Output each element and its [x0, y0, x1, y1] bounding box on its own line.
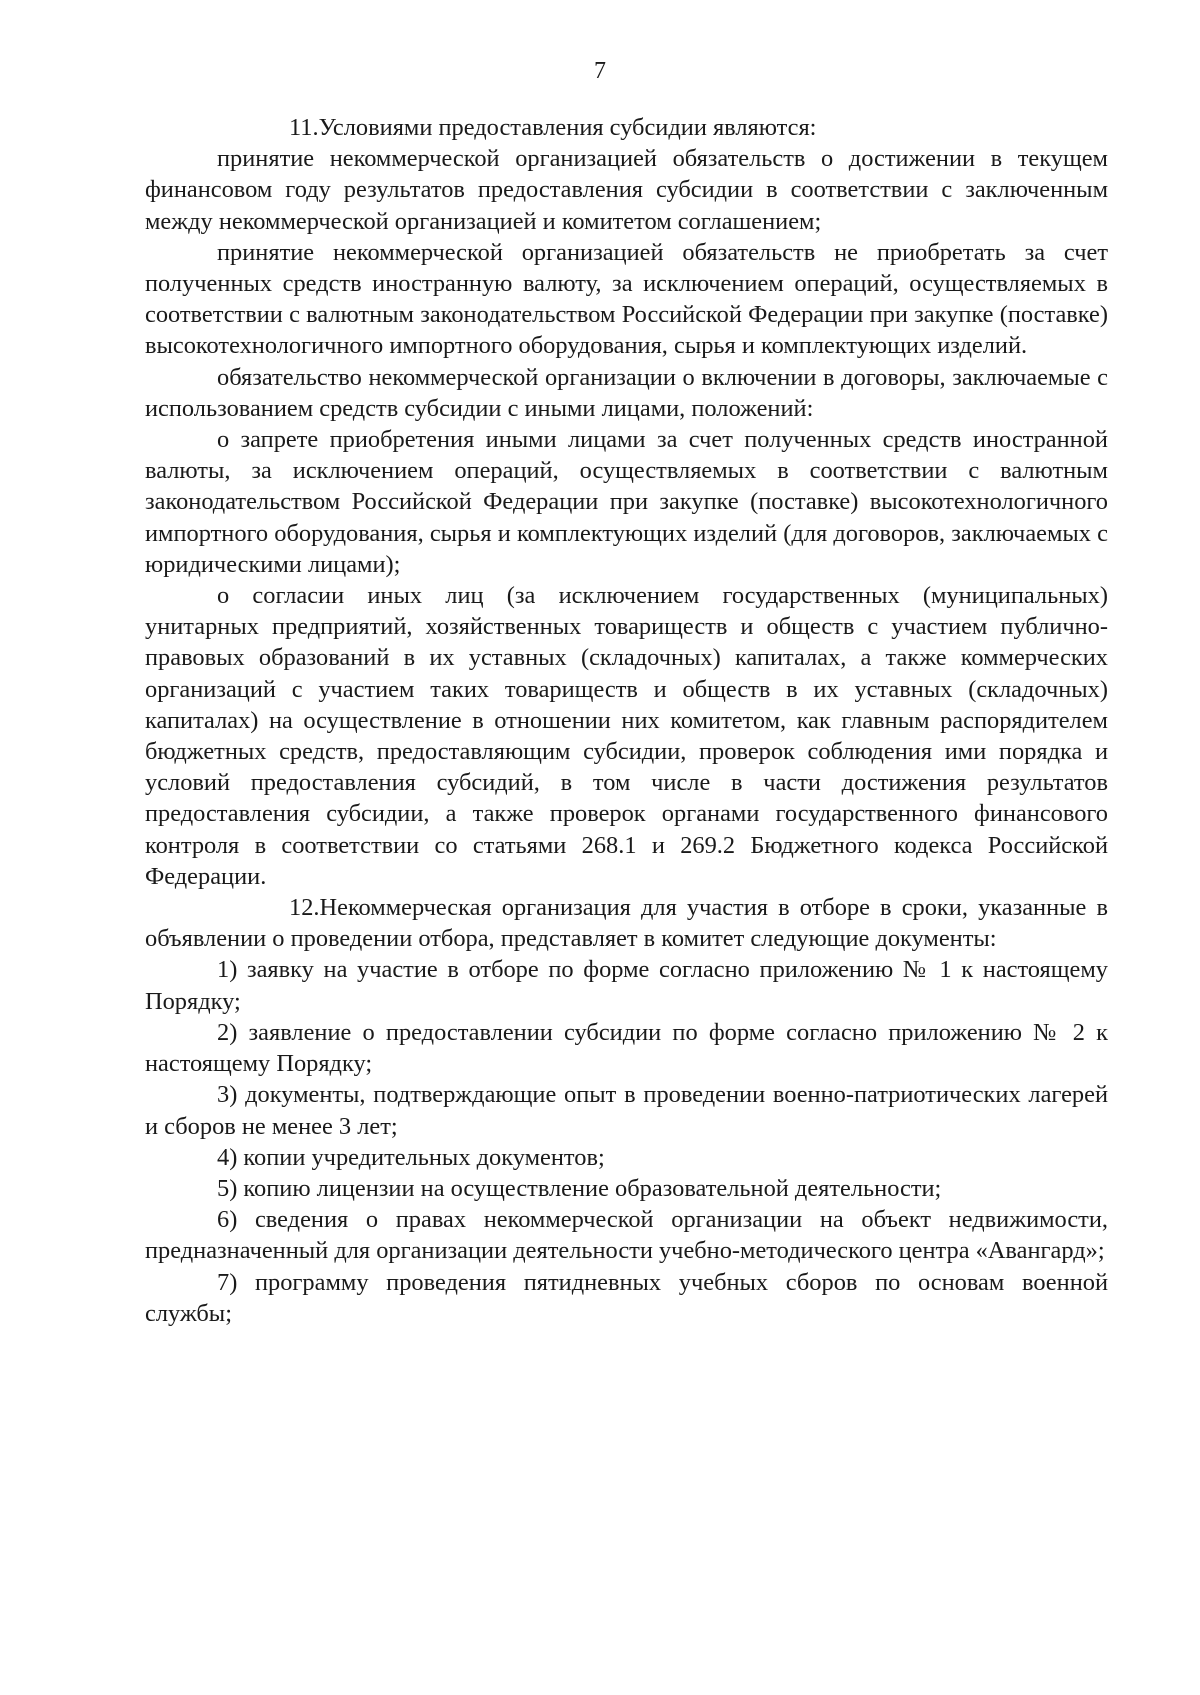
- paragraph-11: [145, 112, 1108, 143]
- paragraph-text: принятие некоммерческой организацией обязательств о достижении в текущем финансовом году результатов предоставления субсидии в соответствии с заключенным между некоммерческой организацией и комитетом соглашением;: [145, 145, 1108, 235]
- paragraph-12: [145, 892, 1108, 954]
- paragraph-text: Некоммерческая организация для участия в отборе в сроки, указанные в объявлении о проведении отбора, представляет в комитет следующие документы:: [145, 894, 1108, 953]
- list-item: [145, 1173, 1108, 1204]
- paragraph: [145, 143, 1108, 237]
- paragraph: [145, 362, 1108, 424]
- page-number: 7: [594, 58, 606, 84]
- paragraph-text: о согласии иных лиц (за исключением государственных (муниципальных) унитарных предприятий, хозяйственных товариществ и обществ с участием публично-правовых образований в их уставных (складочных) капиталах, а также коммерческих организаций с участием таких товариществ и обществ в их уставных (складочных) капиталах) на осуществление в отношении них комитетом, как главным распорядителем бюджетных средств, предоставляющим субсидии, проверок соблюдения ими порядка и условий предоставления субсидий, в том числе в части достижения результатов предоставления субсидии, а также проверок органами государственного финансового контроля в соответствии со статьями 268.1 и 269.2 Бюджетного кодекса Российской Федерации.: [145, 582, 1108, 890]
- paragraph-text: обязательство некоммерческой организации о включении в договоры, заключаемые с использованием средств субсидии с иными лицами, положений:: [145, 363, 1108, 422]
- paragraph-number: 11.: [289, 114, 319, 141]
- list-item: [145, 1017, 1108, 1079]
- paragraph-text: 3) документы, подтверждающие опыт в проведении военно-патриотических лагерей и сборов не менее 3 лет;: [145, 1081, 1108, 1140]
- paragraph-text: 1) заявку на участие в отборе по форме согласно приложению № 1 к настоящему Порядку;: [145, 956, 1108, 1015]
- paragraph: [145, 580, 1108, 892]
- list-item: [145, 1267, 1108, 1329]
- list-item: [145, 954, 1108, 1016]
- document-body: [145, 112, 1108, 1329]
- paragraph: [145, 237, 1108, 362]
- list-item: [145, 1204, 1108, 1266]
- paragraph-number: 12.: [289, 894, 320, 922]
- paragraph-text: 6) сведения о правах некоммерческой организации на объект недвижимости, предназначенный для организации деятельности учебно-методического центра «Авангард»;: [145, 1206, 1108, 1265]
- paragraph-text: 4) копии учредительных документов;: [217, 1143, 605, 1171]
- list-item: [145, 1142, 1108, 1173]
- paragraph-text: Условиями предоставления субсидии являются:: [318, 114, 817, 141]
- paragraph-text: принятие некоммерческой организацией обязательств не приобретать за счет полученных средств иностранную валюту, за исключением операций, осуществляемых в соответствии с валютным законодательством Российской Федерации при закупке (поставке) высокотехнологичного импортного оборудования, сырья и комплектующих изделий.: [145, 238, 1108, 360]
- list-item: [145, 1079, 1108, 1141]
- paragraph: [145, 424, 1108, 580]
- paragraph-text: 2) заявление о предоставлении субсидии по форме согласно приложению № 2 к настоящему Порядку;: [145, 1018, 1108, 1078]
- paragraph-text: 7) программу проведения пятидневных учебных сборов по основам военной службы;: [145, 1268, 1108, 1327]
- paragraph-text: 5) копию лицензии на осуществление образовательной деятельности;: [217, 1174, 942, 1202]
- paragraph-text: о запрете приобретения иными лицами за счет полученных средств иностранной валюты, за исключением операций, осуществляемых в соответствии с валютным законодательством Российской Федерации при закупке (поставке) высокотехнологичного импортного оборудования, сырья и комплектующих изделий (для договоров, заключаемых с юридическими лицами);: [145, 426, 1108, 578]
